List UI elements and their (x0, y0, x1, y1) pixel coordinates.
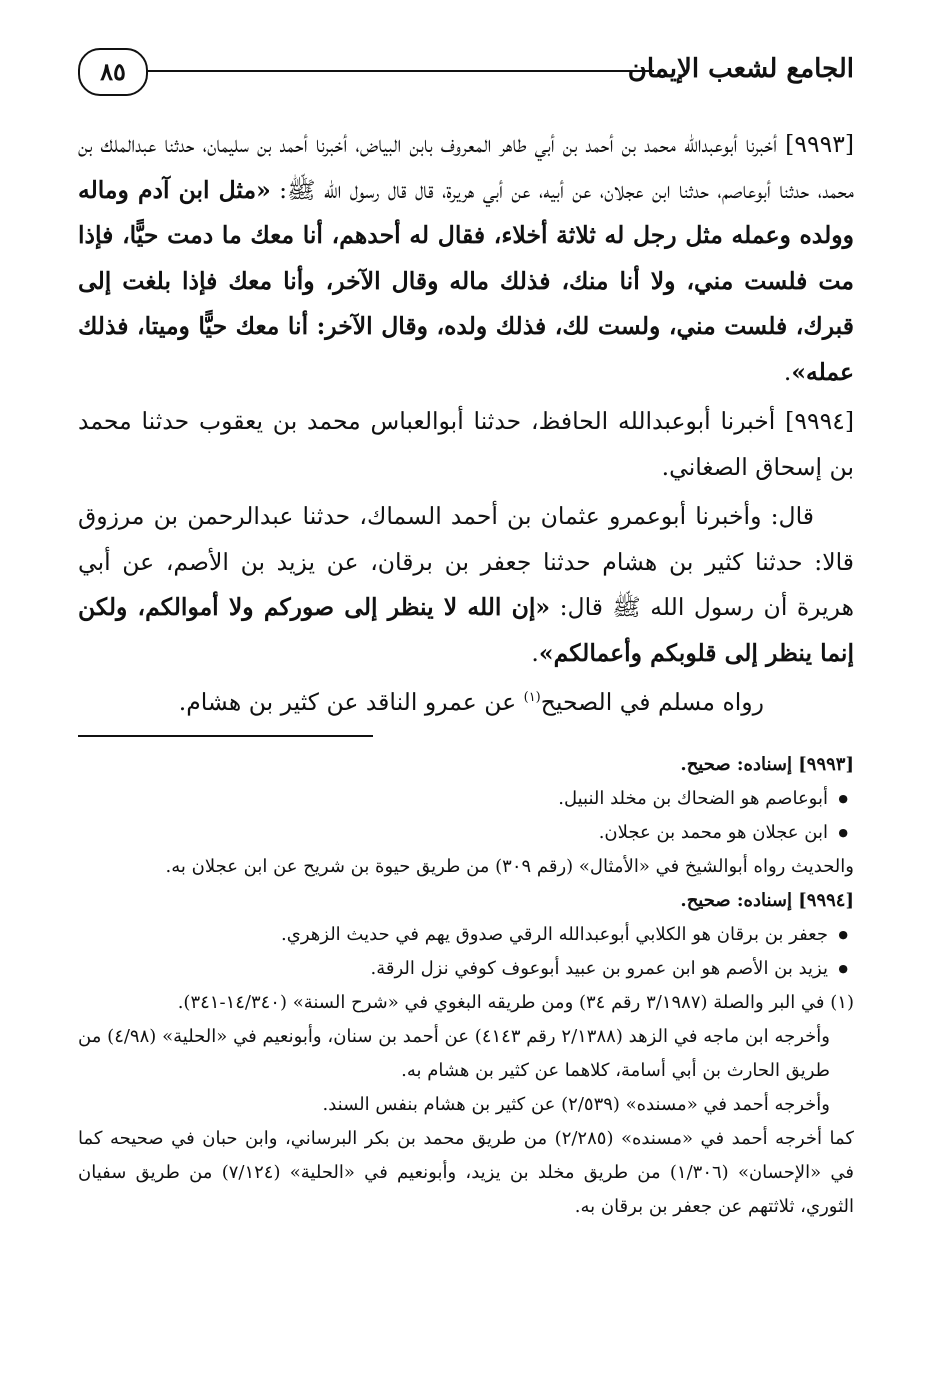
footnote-1-text: وأخرجه أحمد في «مسنده» (٢/٥٣٩) عن كثير بن هشام بنفس السند. (322, 1094, 830, 1115)
note-9994-heading: [٩٩٩٤] إسناده: صحيح. (680, 890, 854, 911)
footnote-1: (١) في البر والصلة (٣/١٩٨٧ رقم ٣٤) ومن طريقه البغوي في «شرح السنة» (١٤/٣٤٠-٣٤١). (177, 992, 854, 1013)
hadith-9994 (78, 399, 854, 490)
footnote-separator (78, 735, 373, 737)
page-header (78, 40, 854, 110)
footnote-1-text: وأخرجه ابن ماجه في الزهد (٢/١٣٨٨ رقم ٤١٤٣) عن أحمد بن سنان، وأبونعيم في «الحلية» (٤/٩٨) من طريق الحارث بن أبي أسامة، كلاهما عن كثير بن هشام به. (78, 1026, 830, 1081)
hadith-end: . (531, 638, 539, 667)
note-text: والحديث رواه أبوالشيخ في «الأمثال» (رقم ٣٠٩) من طريق حيوة بن شريح عن ابن عجلان به. (165, 856, 854, 877)
note-bullet: ● يزيد بن الأصم هو ابن عمرو بن عبيد أبوعوف كوفي نزل الرقة. (78, 952, 854, 986)
riwaya-text: رواه مسلم في الصحيح (540, 688, 764, 716)
page-number: ٨٥ (78, 48, 148, 96)
footnote-reference[interactable]: (١) (523, 690, 541, 706)
header-rule (146, 70, 654, 72)
hadith-number: [٩٩٩٤] (785, 407, 854, 435)
hadith-number: [٩٩٩٣] (785, 130, 854, 158)
footnote-1-text: كما أخرجه أحمد في «مسنده» (٢/٢٨٥) من طريق محمد بن بكر البرساني، وابن حبان في صحيحه كما في «الإحسان» (١/٣٠٦) من طريق مخلد بن يزيد، وأبونعيم في «الحلية» (٧/١٢٤) من طريق سفيان الثوري، ثلاثتهم عن جعفر بن برقان به. (78, 1128, 854, 1217)
hadith-isnad: أخبرنا أبوعبدالله الحافظ، حدثنا أبوالعباس محمد بن يعقوب حدثنا محمد بن إسحاق الصغاني. (78, 407, 854, 481)
note-bullet: ● أبوعاصم هو الضحاك بن مخلد النبيل. (78, 782, 854, 816)
running-title: الجامع لشعب الإيمان (627, 54, 854, 84)
note-bullet: ● جعفر بن برقان هو الكلابي أبوعبدالله الرقي صدوق يهم في حديث الزهري. (78, 918, 854, 952)
hadith-matn: «مثل ابن آدم وماله وولده وعمله مثل رجل له ثلاثة أخلاء، فقال له أحدهم، أنا معك ما دمت حيًّا، فإذا مت فلست مني، ولا أنا منك، فذلك ماله وقال الآخر، وأنا معك فإذا بلغت إلى قبرك، فلست مني، ولست لك، فذلك ولده، وقال الآخر: أنا معك حيًّا وميتا، فذلك عمله» (78, 175, 854, 386)
riwaya-text-end: عن عمرو الناقد عن كثير بن هشام. (178, 688, 524, 716)
note-9993-heading: [٩٩٩٣] إسناده: صحيح. (680, 754, 854, 775)
hadith-end: . (783, 357, 792, 386)
hadith-isnad: قال: وأخبرنا أبوعمرو عثمان بن أحمد السماك، حدثنا عبدالرحمن بن مرزوق قالا: حدثنا كثير بن هشام حدثنا جعفر بن برقان، عن يزيد بن الأصم، عن أبي هريرة أن رسول الله ﷺ قال: (78, 502, 854, 621)
hadith-isnad: أخبرنا أبوعبدالله محمد بن أحمد بن أبي طاهر المعروف بابن البياض، أخبرنا أحمد بن سليمان، حدثنا عبدالملك بن محمد، حدثنا أبوعاصم، حدثنا ابن عجلان، عن أبيه، عن أبي هريرة، قال قال رسول الله ﷺ: (78, 130, 854, 204)
book-page (78, 0, 854, 1373)
footnotes (78, 748, 854, 1224)
note-bullet: ● ابن عجلان هو محمد بن عجلان. (78, 816, 854, 850)
hadith-matn: «إن الله لا ينظر إلى صوركم ولا أموالكم، ولكن إنما ينظر إلى قلوبكم وأعمالكم» (78, 593, 854, 667)
hadith-9994-continued (78, 494, 854, 676)
riwaya-line (78, 680, 854, 726)
main-text (78, 122, 854, 730)
hadith-9993 (78, 122, 854, 395)
